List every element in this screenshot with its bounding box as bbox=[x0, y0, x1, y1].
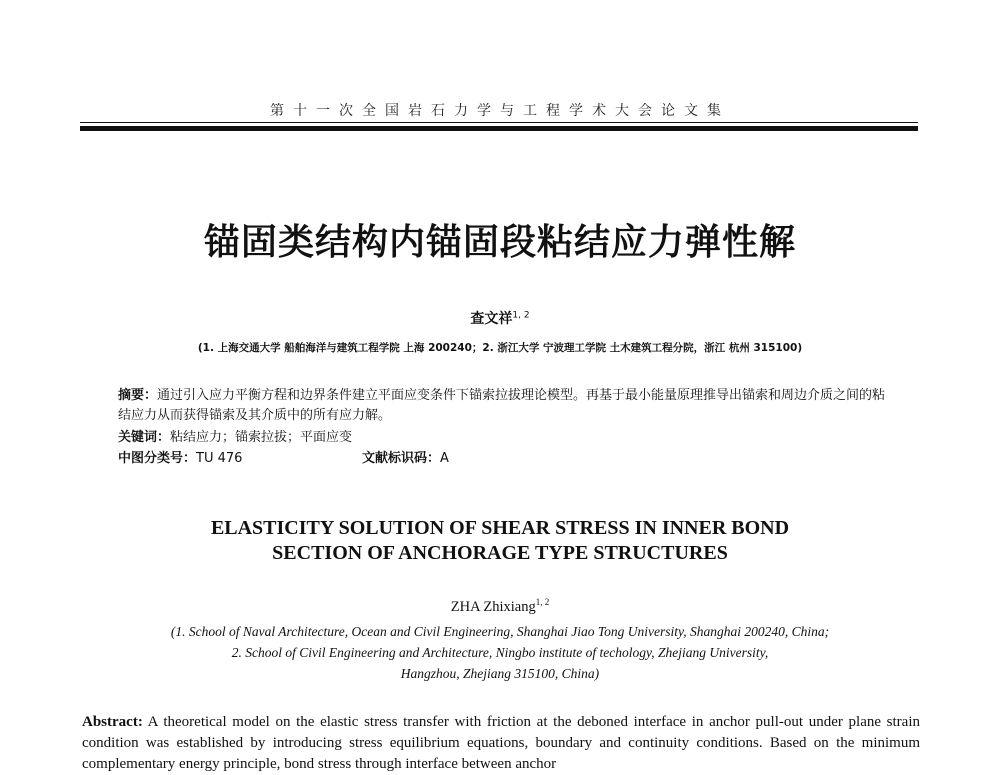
cn-keywords-text: 粘结应力；锚索拉拔；平面应变 bbox=[170, 430, 353, 445]
cn-doccode-label: 文献标识码： bbox=[362, 451, 441, 466]
en-author bbox=[0, 597, 1000, 616]
en-author-sup: 1, 2 bbox=[535, 597, 550, 607]
en-abstract-label: Abstract: bbox=[82, 714, 143, 730]
cn-classification bbox=[118, 449, 888, 469]
cn-doccode-value: A bbox=[440, 451, 449, 466]
en-abstract-text: A theoretical model on the elastic stress transfer with friction at the deboned interface in anchor pull-out under plane strain condition was established by introducing stress equilibrium equations, boundary and continuity conditions. Based on the minimum complementary energy principle, bond stress through interface between anchor bbox=[82, 714, 920, 772]
en-title bbox=[0, 516, 1000, 566]
en-title-line-2: SECTION OF ANCHORAGE TYPE STRUCTURES bbox=[272, 542, 728, 564]
cn-author-sup: 1, 2 bbox=[512, 310, 530, 321]
cn-class-label: 中图分类号： bbox=[118, 451, 197, 466]
en-affil-line-2: 2. School of Civil Engineering and Architecture, Ningbo institute of techology, Zhejiang University, bbox=[231, 645, 769, 660]
cn-title: 锚固类结构内锚固段粘结应力弹性解 bbox=[203, 222, 796, 263]
cn-abstract bbox=[118, 386, 888, 426]
cn-author-name: 查文祥 bbox=[470, 311, 513, 327]
en-affiliation bbox=[0, 621, 1000, 684]
cn-abstract-label: 摘要： bbox=[118, 388, 158, 403]
header-rule-thick bbox=[80, 126, 918, 131]
cn-keywords bbox=[118, 428, 888, 448]
cn-author bbox=[0, 308, 1000, 328]
en-title-line-1: ELASTICITY SOLUTION OF SHEAR STRESS IN INNER BOND bbox=[210, 517, 790, 539]
en-abstract bbox=[82, 712, 920, 775]
en-affil-line-3: Hangzhou, Zhejiang 315100, China) bbox=[400, 666, 600, 681]
running-head: 第十一次全国岩石力学与工程学术大会论文集 bbox=[270, 103, 730, 119]
cn-affiliation: (1. 上海交通大学 船舶海洋与建筑工程学院 上海 200240；2. 浙江大学 宁波理工学院 土木建筑工程分院，浙江 杭州 315100) bbox=[197, 342, 803, 354]
cn-class-value: TU 476 bbox=[196, 451, 243, 466]
cn-document-code bbox=[362, 449, 449, 469]
cn-abstract-text: 通过引入应力平衡方程和边界条件建立平面应变条件下锚索拉拔理论模型。再基于最小能量原理推导出锚索和周边介质之间的粘结应力从而获得锚索及其介质中的所有应力解。 bbox=[118, 388, 886, 423]
header-rule-thin bbox=[80, 122, 918, 123]
en-author-name: ZHA Zhixiang bbox=[450, 598, 536, 615]
cn-keywords-label: 关键词： bbox=[118, 430, 171, 445]
en-affil-line-1: (1. School of Naval Architecture, Ocean and Civil Engineering, Shanghai Jiao Tong University, Shanghai 200240, China; bbox=[170, 624, 830, 639]
